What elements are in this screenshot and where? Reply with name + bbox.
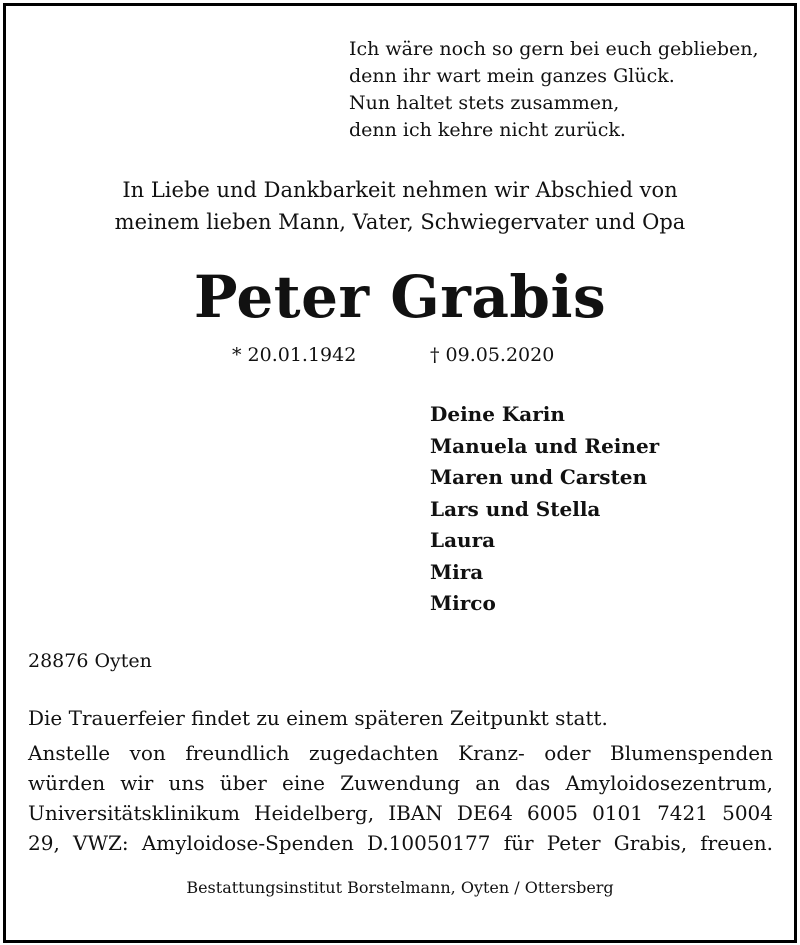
family-member: Deine Karin	[430, 402, 565, 426]
family-member: Mira	[430, 559, 484, 584]
birth-date: * 20.01.1942	[232, 344, 357, 366]
family-member: Laura	[430, 528, 496, 552]
donation-notice	[28, 738, 773, 858]
funeral-home: Bestattungsinstitut Borstelmann, Oyten / Ottersberg	[186, 878, 614, 897]
family-member: Lars und Stella	[430, 496, 601, 521]
family-members	[430, 399, 659, 620]
donation-line: Anstelle von freundlich zugedachten Kranz- oder Blumenspenden	[28, 741, 773, 765]
farewell-intro	[0, 174, 800, 238]
poem-line: Ich wäre noch so gern bei euch geblieben,	[349, 38, 759, 60]
donation-line: 29, VWZ: Amyloidose-Spenden D.10050177 für Peter Grabis, freuen.	[28, 831, 773, 855]
poem	[349, 36, 759, 144]
death-date: † 09.05.2020	[430, 344, 555, 366]
ceremony-notice: Die Trauerfeier findet zu einem späteren Zeitpunkt statt.	[28, 706, 608, 730]
deceased-name: Peter Grabis	[193, 263, 607, 331]
donation-line: Universitätsklinikum Heidelberg, IBAN DE64 6005 0101 7421 5004	[28, 801, 773, 825]
place: 28876 Oyten	[28, 650, 152, 672]
family-member: Maren und Carsten	[430, 465, 648, 489]
intro-line: In Liebe und Dankbarkeit nehmen wir Abschied von	[122, 178, 678, 202]
family-member: Manuela und Reiner	[430, 433, 660, 458]
family-member: Mirco	[430, 591, 496, 615]
poem-line: denn ihr wart mein ganzes Glück.	[349, 65, 675, 87]
intro-line: meinem lieben Mann, Vater, Schwiegervater und Opa	[114, 210, 686, 234]
poem-line: Nun haltet stets zusammen,	[349, 92, 620, 114]
donation-line: würden wir uns über eine Zuwendung an das Amyloidosezentrum,	[28, 771, 773, 795]
poem-line: denn ich kehre nicht zurück.	[349, 119, 626, 141]
